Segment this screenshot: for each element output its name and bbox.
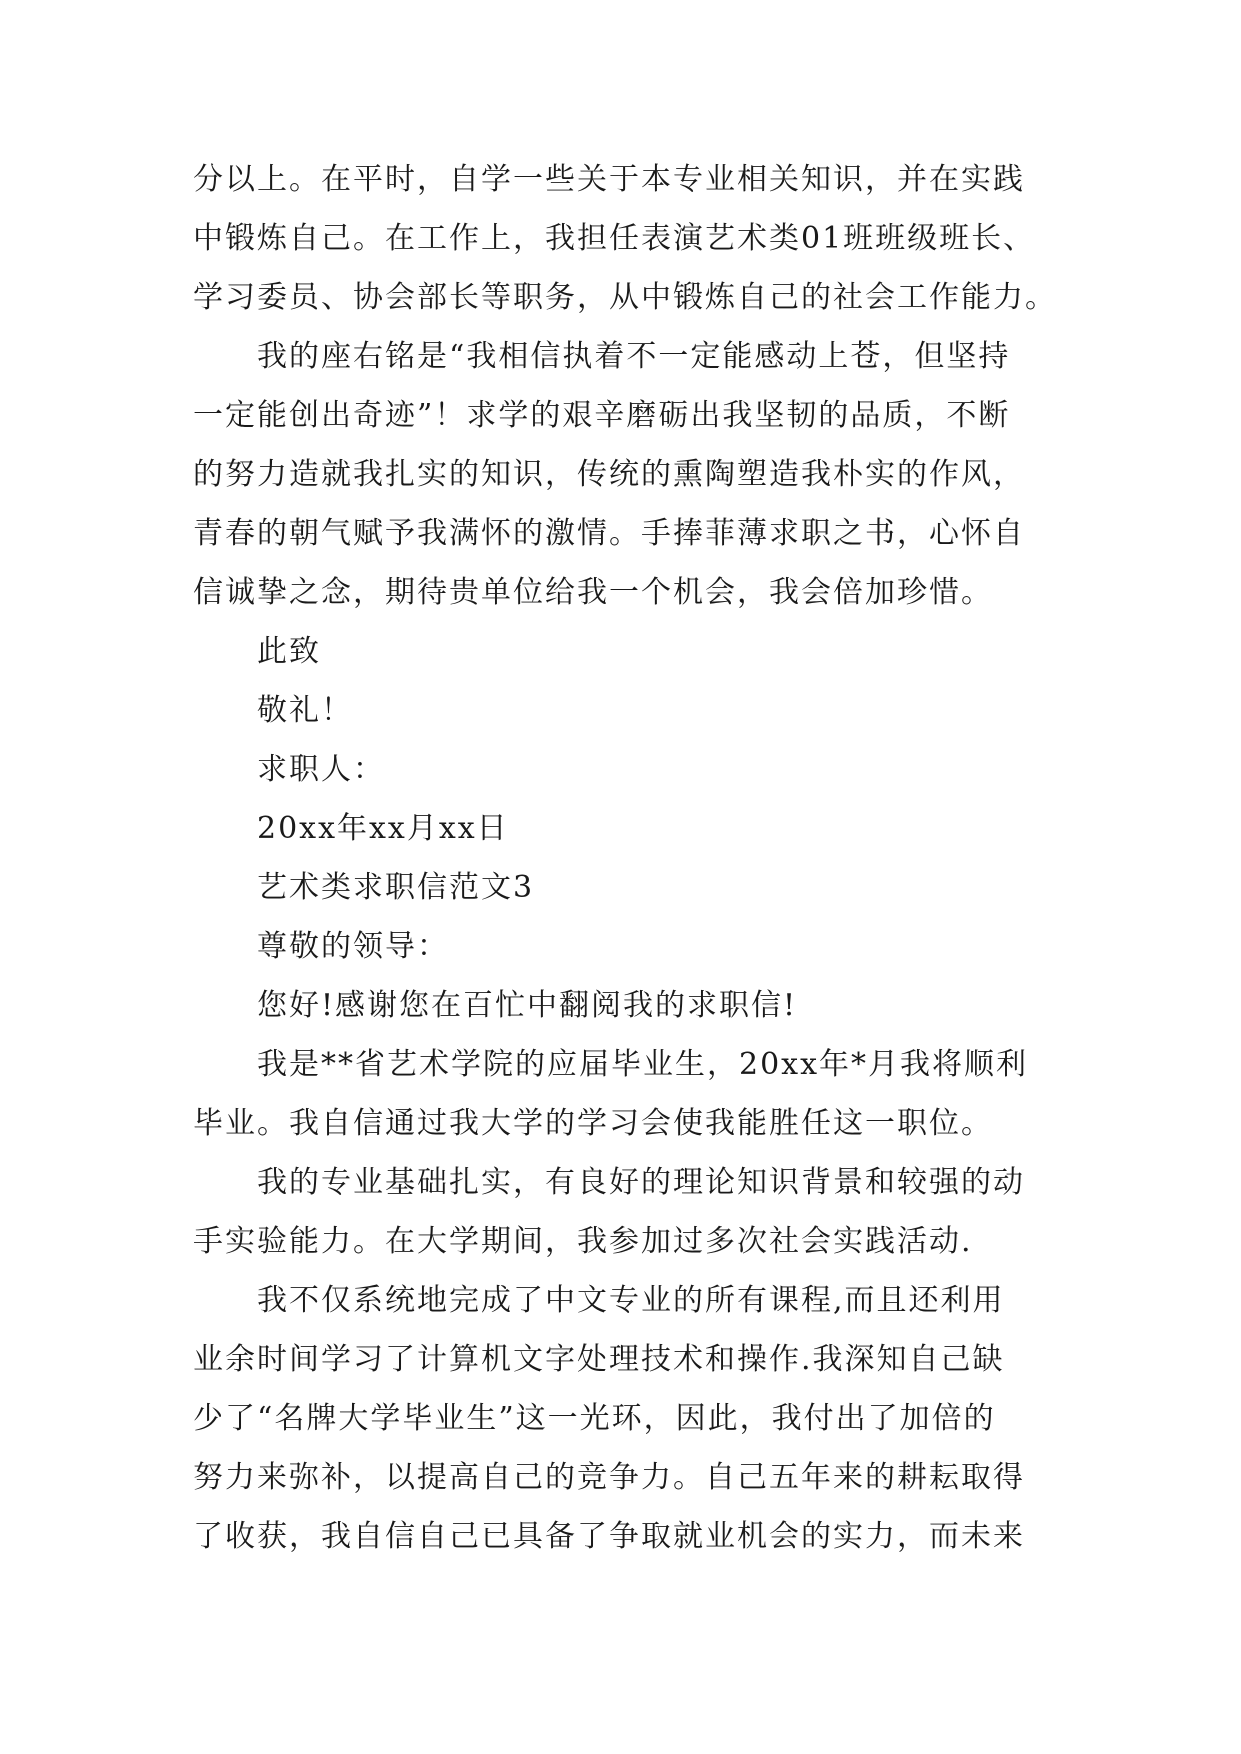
text-line: 一定能创出奇迹”！求学的艰辛磨砺出我坚韧的品质，不断 — [193, 398, 1011, 433]
text-line: 手实验能力。在大学期间，我参加过多次社会实践活动. — [193, 1224, 973, 1259]
text-line: 了收获，我自信自己已具备了争取就业机会的实力，而未来 — [193, 1519, 1025, 1554]
text-line: 学习委员、协会部长等职务，从中锻炼自己的社会工作能力。 — [193, 280, 1057, 315]
text-line: 艺术类求职信范文3 — [257, 870, 535, 905]
text-line: 努力来弥补，以提高自己的竞争力。自己五年来的耕耘取得 — [193, 1460, 1025, 1495]
text-line: 的努力造就我扎实的知识，传统的熏陶塑造我朴实的作风， — [193, 457, 1025, 492]
text-line: 毕业。我自信通过我大学的学习会使我能胜任这一职位。 — [193, 1106, 993, 1141]
text-line: 尊敬的领导： — [257, 929, 449, 964]
text-line: 中锻炼自己。在工作上，我担任表演艺术类01班班级班长、 — [193, 221, 1036, 256]
text-line: 我的座右铭是“我相信执着不一定能感动上苍，但坚持 — [257, 339, 1011, 374]
text-line: 敬礼！ — [257, 693, 353, 728]
text-line: 20xx年xx月xx日 — [257, 811, 509, 846]
text-line: 少了“名牌大学毕业生”这一光环，因此，我付出了加倍的 — [193, 1401, 996, 1436]
text-line: 青春的朝气赋予我满怀的激情。手捧菲薄求职之书，心怀自 — [193, 516, 1025, 551]
text-line: 此致 — [257, 634, 321, 669]
text-line: 分以上。在平时，自学一些关于本专业相关知识，并在实践 — [193, 162, 1025, 197]
text-line: 业余时间学习了计算机文字处理技术和操作.我深知自己缺 — [193, 1342, 1005, 1377]
text-line: 我是**省艺术学院的应届毕业生，20xx年*月我将顺利 — [257, 1047, 1029, 1082]
text-line: 求职人： — [257, 752, 385, 787]
text-line: 信诚挚之念，期待贵单位给我一个机会，我会倍加珍惜。 — [193, 575, 993, 610]
letter-body — [193, 150, 1057, 1566]
text-line: 我的专业基础扎实，有良好的理论知识背景和较强的动 — [257, 1165, 1025, 1200]
text-line: 我不仅系统地完成了中文专业的所有课程,而且还利用 — [257, 1283, 1005, 1318]
text-line: 您好!感谢您在百忙中翻阅我的求职信! — [257, 988, 798, 1023]
